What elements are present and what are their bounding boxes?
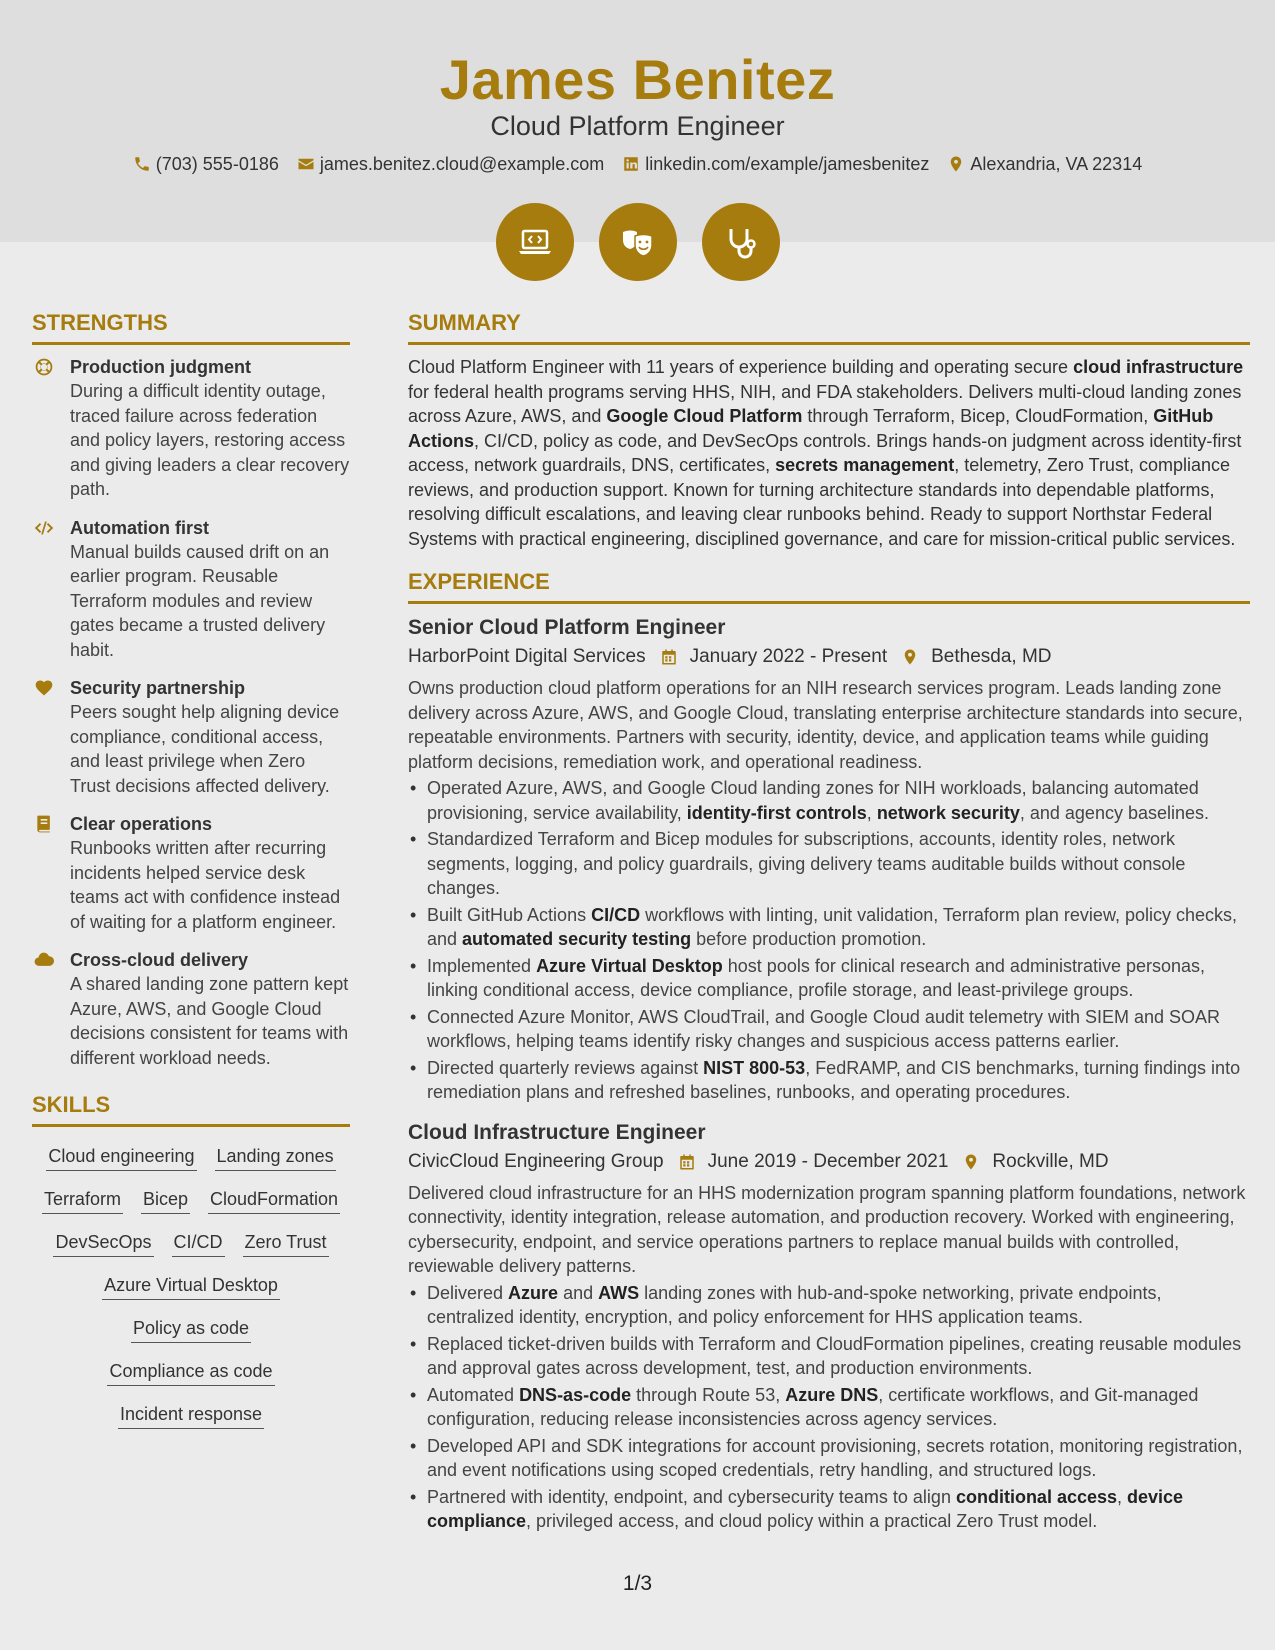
strength-item: [32, 812, 350, 934]
bullet-item: • Automated DNS-as-code through Route 53, Azure DNS, certificate workflows, and Git-managed configuration, reducing release inconsistencies across agency services.: [408, 1383, 1250, 1432]
stethoscope-icon: [721, 222, 761, 262]
strength-title: Clear operations: [70, 814, 213, 834]
bold-term: network security: [876, 802, 1020, 823]
strength-item: [32, 948, 350, 1070]
strength-item: [32, 516, 350, 663]
summary-heading: SUMMARY: [408, 308, 1250, 345]
bullet-item: • Directed quarterly reviews against NIST 800-53, FedRAMP, and CIS benchmarks, turning findings into remediation plans and refreshed baselines, runbooks, and operating procedures.: [408, 1056, 1250, 1105]
job-meta: [408, 1147, 1250, 1177]
strength-title: Automation first: [70, 517, 209, 538]
strength-desc: Manual builds caused drift on an earlier program. Reusable Terraform modules and review gates became a trusted delivery habit.: [70, 541, 330, 660]
strength-desc: During a difficult identity outage, traced failure across federation and policy layers, restoring access and giving leaders a clear recovery path.: [70, 381, 350, 499]
linkedin-text: linkedin.com/example/jamesbenitez: [645, 154, 930, 174]
bold-term: device compliance: [427, 1486, 1184, 1531]
strength-desc: A shared landing zone pattern kept Azure, AWS, and Google Cloud decisions consistent for teams with different workload needs.: [70, 974, 349, 1068]
candidate-name: James Benitez: [439, 48, 836, 111]
job-entry: [408, 614, 1250, 1105]
bold-term: Azure Virtual Desktop: [536, 955, 723, 976]
left-column: [32, 308, 350, 1446]
skills-heading: SKILLS: [32, 1090, 350, 1127]
skill-tag: DevSecOps: [53, 1231, 153, 1257]
theater-masks-badge: [599, 203, 677, 281]
bullet-item: • Replaced ticket-driven builds with Terraform and CloudFormation pipelines, creating reusable modules and approval gates across development, test, and production environments.: [408, 1332, 1250, 1381]
job-description: Delivered cloud infrastructure for an HHS modernization program spanning platform foundations, network connectivity, identity integration, release automation, and production recovery. Worked with engineering, cybersecurity, endpoint, and service operations partners to replace manual builds with controlled, reviewable delivery patterns.: [408, 1182, 1246, 1276]
job-entry: [408, 1119, 1250, 1534]
skill-tag: CloudFormation: [208, 1188, 340, 1214]
envelope-icon: [297, 155, 315, 173]
calendar-icon: [678, 1153, 696, 1171]
bold-term: cloud infrastructure: [1073, 357, 1244, 377]
map-pin-icon: [947, 155, 965, 173]
skill-tag: CI/CD: [172, 1231, 225, 1257]
contact-linkedin[interactable]: [622, 152, 929, 176]
strength-desc: Runbooks written after recurring incidents helped service desk teams act with confidence instead of waiting for a platform engineer.: [70, 838, 341, 932]
bold-term: identity-first controls: [686, 802, 867, 823]
skill-tag: Cloud engineering: [46, 1145, 196, 1171]
contact-location: [947, 152, 1142, 176]
candidate-title: Cloud Platform Engineer: [490, 111, 785, 141]
job-location: Bethesda, MD: [931, 646, 1052, 667]
bold-term: conditional access: [955, 1486, 1118, 1507]
bold-term: CI/CD: [591, 904, 641, 925]
bold-term: automated security testing: [462, 929, 692, 949]
job-bullets: [408, 776, 1250, 1105]
bullet-item: • Standardized Terraform and Bicep modules for subscriptions, accounts, identity roles, network segments, logging, and policy guardrails, giving delivery teams auditable builds without console changes.: [408, 827, 1250, 901]
skill-tag: Compliance as code: [107, 1360, 274, 1386]
laptop-code-badge: [496, 203, 574, 281]
job-description: Owns production cloud platform operations for an NIH research services program. Leads landing zone delivery across Azure, AWS, and Google Cloud, translating enterprise architecture standards into secure, repeatable environments. Partners with security, identity, device, and application teams while guiding platform decisions, remediation work, and operational readiness.: [408, 678, 1243, 772]
header-band: [0, 0, 1275, 242]
strengths-heading: STRENGTHS: [32, 308, 350, 345]
linkedin-icon: [622, 155, 640, 173]
strength-item: [32, 355, 350, 502]
book-icon: [34, 814, 54, 834]
job-company: HarborPoint Digital Services: [408, 646, 646, 667]
skills-list: [32, 1145, 350, 1429]
job-dates: June 2019 - December 2021: [707, 1150, 949, 1172]
bullet-item: • Implemented Azure Virtual Desktop host pools for clinical research and administrative personas, linking conditional access, device compliance, profile storage, and least-privilege groups.: [408, 954, 1250, 1003]
bullet-item: • Partnered with identity, endpoint, and cybersecurity teams to align conditional access, device compliance, privileged access, and cloud policy within a practical Zero Trust model.: [408, 1485, 1250, 1534]
map-pin-icon: [962, 1153, 980, 1171]
summary-text: Cloud Platform Engineer with 11 years of experience building and operating secure cloud infrastructure for federal health programs serving HHS, NIH, and FDA stakeholders. Delivers multi-cloud landing zones across Azure, AWS, and Google Cloud Platform through Terraform, Bicep, CloudFormation, GitHub Actions, CI/CD, policy as code, and DevSecOps controls. Brings hands-on judgment across identity-first access, network guardrails, DNS, certificates, secrets management, telemetry, Zero Trust, compliance reviews, and production support. Known for turning architecture standards into dependable platforms, resolving difficult escalations, and leaving clear runbooks behind. Ready to support Northstar Federal Systems with practical engineering, disciplined governance, and care for mission-critical public services.: [408, 357, 1244, 549]
bullet-item: • Connected Azure Monitor, AWS CloudTrail, and Google Cloud audit telemetry with SIEM and SOAR workflows, helping teams identify risky changes and suspicious access patterns earlier.: [408, 1005, 1250, 1054]
strength-title: Production judgment: [70, 357, 251, 377]
job-meta: [408, 642, 1250, 672]
job-bullets: [408, 1281, 1250, 1534]
skill-tag: Bicep: [141, 1188, 190, 1214]
bullet-item: • Operated Azure, AWS, and Google Cloud landing zones for NIH workloads, balancing automated provisioning, service availability, identity-first controls, network security, and agency baselines.: [408, 776, 1250, 825]
bold-term: GitHub Actions: [408, 406, 1214, 451]
job-location: Rockville, MD: [992, 1150, 1109, 1172]
job-company: CivicCloud Engineering Group: [408, 1150, 664, 1172]
strength-desc: Peers sought help aligning device compliance, conditional access, and least privilege when Zero Trust decisions affected delivery.: [70, 702, 340, 796]
strength-item: [32, 676, 350, 798]
heart-icon: [34, 678, 54, 698]
phone-text: (703) 555-0186: [155, 154, 279, 174]
bold-term: NIST 800-53: [703, 1057, 806, 1078]
strengths-list: [32, 355, 350, 1070]
job-title: Cloud Infrastructure Engineer: [408, 1120, 706, 1144]
skill-tag: Zero Trust: [243, 1231, 329, 1257]
interest-icons: [0, 203, 1275, 281]
bullet-item: • Developed API and SDK integrations for account provisioning, secrets rotation, monitoring registration, and event notifications using scoped credentials, retry handling, and structured logs.: [408, 1434, 1250, 1483]
job-dates: January 2022 - Present: [689, 646, 888, 667]
bold-term: Azure: [508, 1282, 559, 1303]
phone-icon: [133, 155, 151, 173]
contact-email[interactable]: [297, 152, 604, 176]
strength-title: Security partnership: [70, 678, 246, 698]
skill-tag: Landing zones: [215, 1145, 336, 1171]
bullet-item: • Built GitHub Actions CI/CD workflows with linting, unit validation, Terraform plan review, policy checks, and automated security testing before production promotion.: [408, 903, 1250, 952]
calendar-icon: [660, 648, 678, 666]
right-column: [408, 308, 1250, 1548]
laptop-code-icon: [515, 222, 555, 262]
page-number: 1/3: [622, 1572, 653, 1595]
bold-term: secrets management: [775, 455, 955, 475]
skill-tag: Policy as code: [131, 1317, 251, 1343]
bold-term: Google Cloud Platform: [606, 406, 803, 426]
experience-heading: EXPERIENCE: [408, 567, 1250, 604]
cloud-icon: [34, 950, 54, 970]
bold-term: AWS: [598, 1282, 640, 1303]
life-ring-icon: [34, 357, 54, 377]
bullet-item: • Delivered Azure and AWS landing zones with hub-and-spoke networking, private endpoints, centralized identity, encryption, and policy enforcement for HHS application teams.: [408, 1281, 1250, 1330]
stethoscope-badge: [702, 203, 780, 281]
code-icon: [34, 518, 54, 538]
theater-masks-icon: [618, 222, 658, 262]
skill-tag: Azure Virtual Desktop: [102, 1274, 280, 1300]
map-pin-icon: [901, 648, 919, 666]
bold-term: DNS-as-code: [519, 1384, 632, 1405]
strength-title: Cross-cloud delivery: [70, 950, 249, 970]
location-text: Alexandria, VA 22314: [970, 154, 1143, 174]
contact-phone[interactable]: [133, 152, 279, 176]
bold-term: Azure DNS: [785, 1384, 879, 1405]
skill-tag: Incident response: [118, 1403, 264, 1429]
email-text: james.benitez.cloud@example.com: [319, 154, 605, 174]
contact-bar: [0, 152, 1275, 176]
skill-tag: Terraform: [42, 1188, 123, 1214]
job-title: Senior Cloud Platform Engineer: [408, 616, 726, 639]
